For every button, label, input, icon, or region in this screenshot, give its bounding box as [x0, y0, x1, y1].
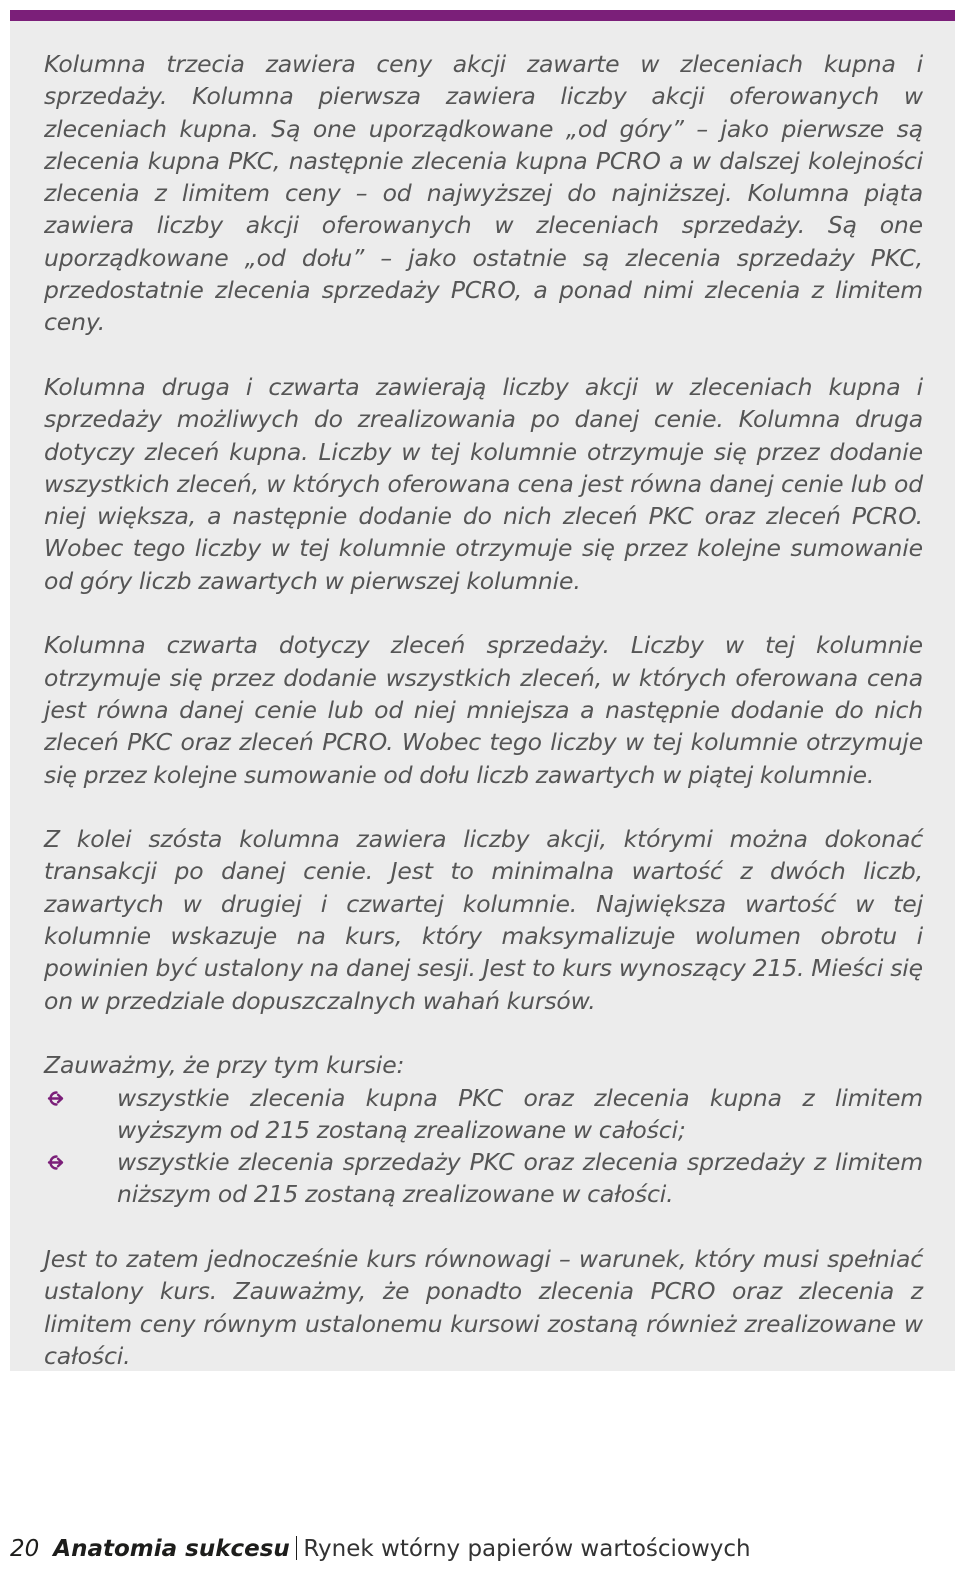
page-footer — [10, 1533, 751, 1565]
paragraph-equilibrium: Jest to zatem jednocześnie kurs równowagi – warunek, który musi spełniać ustalony kurs. Zauważmy, że ponadto zlecenia PCRO oraz zlecenia z limitem ceny równym ustalonemu kursowi zostaną również zrealizowane w całości. — [44, 1244, 923, 1370]
paragraph-column-6: Z kolei szósta kolumna zawiera liczby akcji, którymi można dokonać transakcji po danej cenie. Jest to minimalna wartość z dwóch liczb, zawartych w drugiej i czwartej kolumnie. Największa wartość w tej kolumnie wskazuje na kurs, który maksymalizuje wolumen obrotu i powinien być ustalony na danej sesji. Jest to kurs wynoszący 215. Mieści się on w przedziale dopuszczalnych wahań kursów. — [44, 825, 923, 1015]
book-title: Anatomia sukcesu — [53, 1536, 290, 1562]
conditions-list — [44, 1082, 923, 1211]
list-intro: Zauważmy, że przy tym kursie: — [44, 1051, 405, 1080]
panel-content — [44, 48, 923, 1372]
text-panel — [10, 10, 955, 1371]
bullet-text: wszystkie zlecenia kupna PKC oraz zlecenia kupna z limitem wyższym od 215 zostaną zrealizowane w całości; — [117, 1083, 923, 1144]
accent-bar — [10, 10, 955, 21]
page-number: 20 — [10, 1536, 40, 1562]
footer-divider — [296, 1536, 298, 1560]
arrow-circle-icon — [44, 1155, 64, 1170]
list-item — [44, 1146, 923, 1211]
section-title: Rynek wtórny papierów wartościowych — [303, 1536, 751, 1562]
list-item — [44, 1082, 923, 1147]
bullet-text: wszystkie zlecenia sprzedaży PKC oraz zlecenia sprzedaży z limitem niższym od 215 zostaną zrealizowane w całości. — [117, 1148, 923, 1209]
paragraph-columns-1-5: Kolumna trzecia zawiera ceny akcji zawarte w zleceniach kupna i sprzedaży. Kolumna pierwsza zawiera liczby akcji oferowanych w zleceniach kupna. Są one uporządkowane „od góry” – jako pierwsze są zlecenia kupna PKC, następnie zlecenia kupna PCRO a w dalszej kolejności zlecenia z limitem ceny – od najwyższej do najniższej. Kolumna piąta zawiera liczby akcji oferowanych w zleceniach sprzedaży. Są one uporządkowane „od dołu” – jako ostatnie są zlecenia sprzedaży PKC, przedostatnie zlecenia sprzedaży PCRO, a ponad nimi zlecenia z limitem ceny. — [44, 50, 923, 337]
paragraph-column-4: Kolumna czwarta dotyczy zleceń sprzedaży. Liczby w tej kolumnie otrzymuje się przez dodanie wszystkich zleceń, w których oferowana cena jest równa danej cenie lub od niej mniejsza a następnie dodanie do nich zleceń PKC oraz zleceń PCRO. Wobec tego liczby w tej kolumnie otrzymuje się przez kolejne sumowanie od dołu liczb zawartych w piątej kolumnie. — [44, 631, 923, 789]
arrow-circle-icon — [44, 1091, 64, 1106]
paragraph-columns-2-4: Kolumna druga i czwarta zawierają liczby akcji w zleceniach kupna i sprzedaży możliwych do zrealizowania po danej cenie. Kolumna druga dotyczy zleceń kupna. Liczby w tej kolumnie otrzymuje się przez dodanie wszystkich zleceń, w których oferowana cena jest równa danej cenie lub od niej większa, a następnie dodanie do nich zleceń PKC oraz zleceń PCRO. Wobec tego liczby w tej kolumnie otrzymuje się przez kolejne sumowanie od góry liczb zawartych w pierwszej kolumnie. — [44, 372, 923, 595]
